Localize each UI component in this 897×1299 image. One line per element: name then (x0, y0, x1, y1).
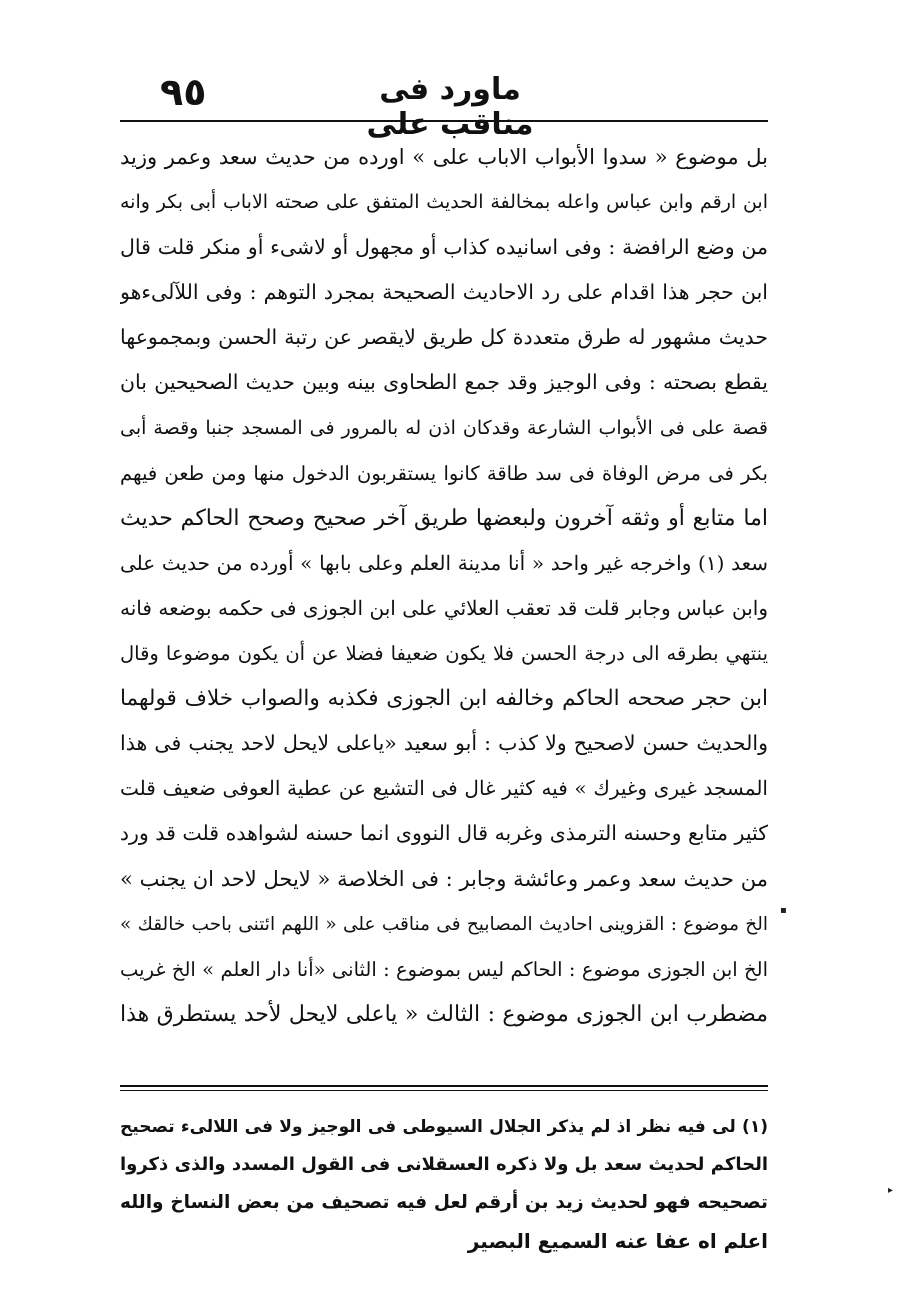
main-text (120, 135, 768, 1037)
text-line: بكر فى مرض الوفاة فى سد طاقة كانوا يستقربون الدخول منها ومن طعن فيهم (120, 461, 768, 485)
text-line: المسجد غيرى وغيرك » فيه كثير غال فى التشيع عن عطية العوفى ضعيف قلت (120, 776, 768, 801)
text-line: الخ ابن الجوزى موضوع : الحاكم ليس بموضوع : الثانى «أنا دار العلم » الخ غريب (120, 957, 768, 981)
text-line: والحديث حسن لاصحيح ولا كذب : أبو سعيد «ياعلى لايحل لاحد يجنب فى هذا (120, 731, 768, 756)
footnote-rule (120, 1085, 768, 1087)
text-line: قصة على فى الأبواب الشارعة وقدكان اذن له بالمرور فى المسجد جنبا وقصة أبى (120, 416, 768, 439)
text-line: يقطع بصحته : وفى الوجيز وقد جمع الطحاوى بينه وبين حديث الصحيحين بان (120, 370, 768, 395)
margin-dot: ▪ (780, 905, 787, 916)
text-line: ابن حجر هذا اقدام على رد الاحاديث الصحيحة بمجرد التوهم : وفى اللآلىءهو (120, 280, 768, 305)
text-line: كثير متابع وحسنه الترمذى وغربه قال النووى انما حسنه لشواهده قلت قد ورد (120, 821, 768, 846)
running-title: ماورد فى مناقب على (366, 72, 534, 142)
margin-dot: ▸ (888, 1185, 894, 1196)
text-line: وابن عباس وجابر قلت قد تعقب العلائي على ابن الجوزى فى حكمه بوضعه فانه (120, 595, 768, 620)
text-line: الخ موضوع : القزوينى احاديث المصابيح فى مناقب على « اللهم ائتنى باحب خالقك » (120, 913, 768, 935)
footnote-line: اعلم اه عفا عنه السميع البصير (467, 1229, 768, 1253)
footnotes (120, 1108, 768, 1260)
text-line: سعد (١) واخرجه غير واحد « أنا مدينة العلم وعلى بابها » أورده من حديث على (120, 550, 768, 575)
text-line: بل موضوع « سدوا الأبواب الاباب على » اورده من حديث سعد وعمر وزيد (120, 145, 768, 169)
footnote-line: الحاكم لحديث سعد بل ولا ذكره العسقلانى فى القول المسدد والذى ذكروا (120, 1154, 768, 1175)
footnote-line: (١) لى فيه نظر اذ لم يذكر الجلال السيوطى فى الوجيز ولا فى اللالىء تصحيح (120, 1117, 768, 1137)
text-line: ابن ارقم وابن عباس واعله بمخالفة الحديث المتفق على صحته الاباب أبى بكر وانه (120, 191, 768, 214)
page-number: ٩٥ (160, 70, 207, 114)
page-header (120, 62, 765, 142)
text-line: اما متابع أو وثقه آخرون ولبعضها طريق آخر صحيح وصحح الحاكم حديث (120, 505, 768, 531)
text-line: مضطرب ابن الجوزى موضوع : الثالث « ياعلى لايحل لأحد يستطرق هذا (120, 1001, 768, 1027)
text-line: من وضع الرافضة : وفى اسانيده كذاب أو مجهول أو لاشىء أو منكر قلت قال (120, 235, 768, 260)
text-line: من حديث سعد وعمر وعائشة وجابر : فى الخلاصة « لايحل لاحد ان يجنب » (120, 866, 768, 891)
text-line: ينتهي بطرقه الى درجة الحسن فلا يكون ضعيفا فضلا عن أن يكون موضوعا وقال (120, 642, 768, 666)
footnote-line: تصحيحه فهو لحديث زيد بن أرقم لعل فيه تصحيف من بعض النساخ والله (120, 1192, 768, 1213)
text-line: حديث مشهور له طرق متعددة كل طريق لايقصر عن رتبة الحسن وبمجموعها (120, 325, 768, 350)
header-rule (120, 120, 768, 122)
footnote-rule-thin (120, 1090, 768, 1091)
text-line: ابن حجر صححه الحاكم وخالفه ابن الجوزى فكذبه والصواب خلاف قولهما (120, 686, 768, 712)
